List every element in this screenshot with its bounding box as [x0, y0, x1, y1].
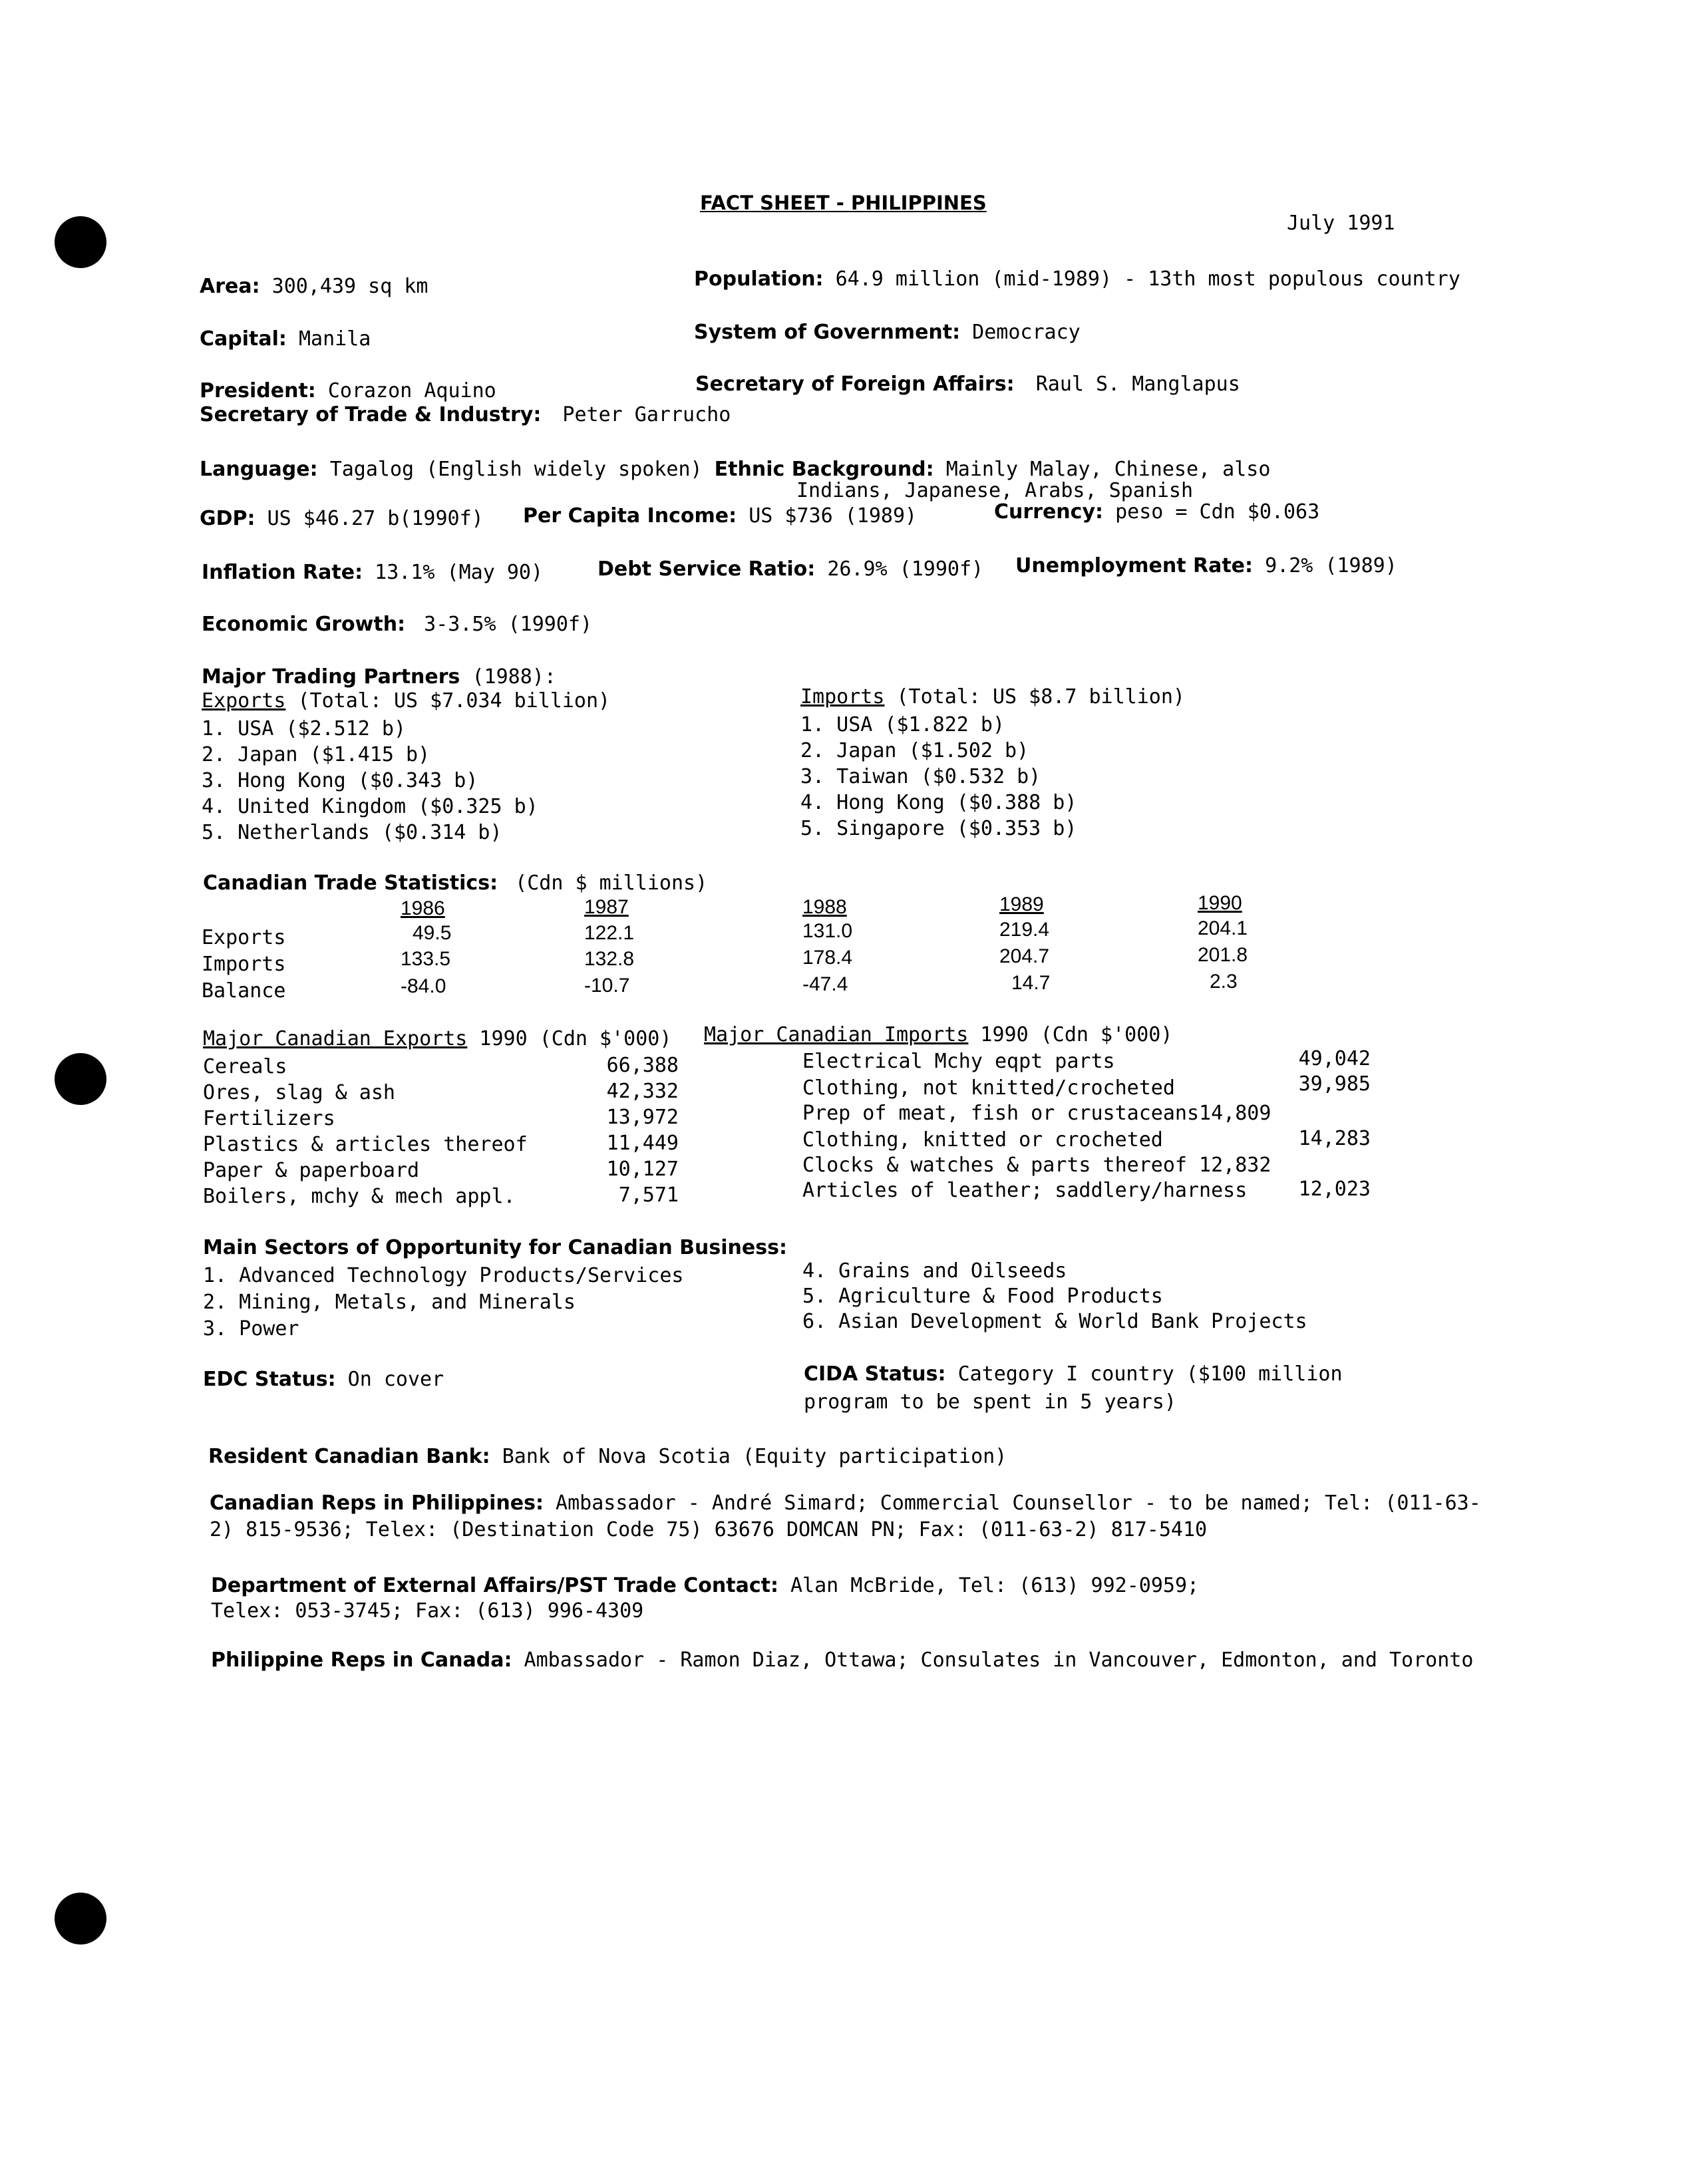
punch-hole-middle [55, 1053, 106, 1105]
edc-status-value: On cover [347, 1368, 444, 1391]
export-item-value: 11,449 [606, 1132, 679, 1155]
government-value: Democracy [972, 321, 1081, 344]
partners-heading-year: (1988): [472, 665, 556, 689]
sector-item: 2. Mining, Metals, and Minerals [203, 1291, 576, 1314]
import-partner: 1. USA ($1.822 b) [800, 713, 1005, 736]
major-imports-suffix: 1990 (Cdn $'000) [980, 1023, 1173, 1046]
unemployment-label: Unemployment Rate: [1015, 554, 1254, 577]
major-exports-title: Major Canadian Exports [203, 1027, 468, 1050]
unemployment-value: 9.2% (1989) [1265, 554, 1397, 577]
table-cell: 219.4 [999, 919, 1050, 941]
import-item-value: 14,283 [1298, 1127, 1371, 1150]
president-label: President: [200, 379, 316, 402]
exports-total: (Total: US $7.034 billion) [297, 689, 611, 712]
export-partner: 2. Japan ($1.415 b) [202, 743, 430, 766]
export-item-value: 13,972 [606, 1106, 679, 1129]
gdp-line [200, 507, 484, 531]
dea-contact-value-1: Alan McBride, Tel: (613) 992-0959; [790, 1574, 1200, 1597]
currency-value: peso = Cdn $0.063 [1115, 500, 1320, 524]
cida-status-label: CIDA Status: [804, 1362, 946, 1386]
government-line [694, 321, 1081, 345]
table-cell: 122.1 [584, 922, 635, 944]
export-item-name: Cereals [203, 1055, 287, 1078]
export-item-value: 10,127 [606, 1158, 679, 1181]
export-partner: 5. Netherlands ($0.314 b) [202, 821, 502, 844]
export-partner: 1. USA ($2.512 b) [202, 717, 407, 740]
export-item-value: 66,388 [606, 1054, 679, 1077]
growth-line [202, 613, 592, 637]
trade-stats-heading [203, 871, 707, 895]
export-partner: 4. United Kingdom ($0.325 b) [202, 795, 538, 818]
president-line [200, 379, 496, 403]
philippine-reps-line [211, 1648, 1473, 1672]
resident-bank-line [208, 1445, 1007, 1469]
debt-service-value: 26.9% (1990f) [827, 557, 984, 581]
punch-hole-bottom [55, 1893, 106, 1945]
table-cell: 131.0 [802, 920, 853, 942]
import-item-value: 14,809 [1199, 1102, 1271, 1125]
sector-item: 1. Advanced Technology Products/Services [203, 1264, 684, 1287]
import-item-name: Electrical Mchy eqpt parts [802, 1050, 1115, 1073]
cida-status-value-2: program to be spent in 5 years) [804, 1390, 1176, 1414]
import-partner: 5. Singapore ($0.353 b) [800, 817, 1077, 840]
capital-label: Capital: [200, 327, 287, 351]
sectors-heading: Main Sectors of Opportunity for Canadian Business: [203, 1236, 787, 1259]
table-cell: 178.4 [802, 947, 853, 969]
export-item-name: Plastics & articles thereof [203, 1133, 528, 1156]
import-item-value: 12,832 [1199, 1154, 1271, 1177]
area-label: Area: [200, 275, 260, 298]
ethnic-value-1: Mainly Malay, Chinese, also [945, 458, 1271, 481]
import-item-label: Clocks & watches & parts thereof [802, 1154, 1187, 1177]
exports-list [202, 716, 538, 846]
area-line [200, 275, 428, 299]
import-partner: 4. Hong Kong ($0.388 b) [800, 791, 1077, 814]
table-cell: 132.8 [584, 948, 635, 970]
import-item-label: Prep of meat, fish or crustaceans [802, 1102, 1200, 1125]
canadian-reps-line-1 [210, 1491, 1481, 1515]
gdp-value: US $46.27 b(1990f) [267, 507, 484, 530]
year-1988: 1988 [802, 896, 847, 918]
major-imports-heading [704, 1023, 1172, 1047]
export-item-name: Paper & paperboard [203, 1159, 420, 1182]
population-value: 64.9 million (mid-1989) - 13th most populous country [835, 267, 1460, 291]
table-cell: 133.5 [401, 948, 451, 970]
canadian-reps-line-2: 2) 815-9536; Telex: (Destination Code 75) 63676 DOMCAN PN; Fax: (011-63-2) 817-5410 [210, 1518, 1208, 1541]
debt-service-label: Debt Service Ratio: [597, 557, 816, 581]
inflation-label: Inflation Rate: [202, 561, 363, 584]
edc-status-line [203, 1368, 444, 1392]
export-item-name: Ores, slag & ash [203, 1081, 395, 1104]
per-capita-label: Per Capita Income: [523, 504, 737, 528]
imports-total: (Total: US $8.7 billion) [896, 685, 1185, 708]
major-exports-heading [203, 1027, 671, 1051]
gdp-label: GDP: [200, 507, 255, 530]
government-label: System of Government: [694, 321, 961, 344]
dea-contact-line-2: Telex: 053-3745; Fax: (613) 996-4309 [211, 1599, 644, 1623]
growth-value: 3-3.5% (1990f) [424, 613, 593, 636]
page-title: FACT SHEET - PHILIPPINES [700, 192, 987, 214]
president-value: Corazon Aquino [327, 379, 496, 402]
exports-title: Exports [202, 689, 286, 712]
import-item-value: 12,023 [1298, 1177, 1371, 1201]
row-label: Exports [202, 926, 286, 949]
table-cell: 204.7 [999, 945, 1050, 967]
import-partner: 2. Japan ($1.502 b) [800, 739, 1029, 762]
sector-item: 5. Agriculture & Food Products [802, 1285, 1163, 1308]
sector-item: 4. Grains and Oilseeds [802, 1259, 1067, 1283]
year-1987: 1987 [584, 896, 629, 918]
growth-label: Economic Growth: [202, 613, 406, 636]
imports-title: Imports [800, 685, 885, 708]
table-cell: 2.3 [1210, 971, 1238, 993]
export-item-name: Fertilizers [203, 1107, 335, 1130]
sector-item: 6. Asian Development & World Bank Projects [802, 1310, 1307, 1333]
cida-status-line [804, 1362, 1343, 1386]
import-partner: 3. Taiwan ($0.532 b) [800, 765, 1041, 788]
sectors-list-right [802, 1259, 1307, 1334]
canadian-reps-label: Canadian Reps in Philippines: [210, 1491, 544, 1515]
per-capita-value: US $736 (1989) [749, 504, 918, 528]
population-label: Population: [694, 267, 824, 291]
import-item-name [802, 1102, 1271, 1126]
population-line [694, 267, 1460, 291]
currency-line [994, 500, 1319, 524]
debt-service-line [597, 557, 983, 581]
import-item-name: Clothing, knitted or crocheted [802, 1128, 1163, 1152]
inflation-line [202, 561, 543, 585]
sectors-list-left [203, 1263, 683, 1342]
table-cell: -84.0 [401, 975, 446, 997]
sector-item: 3. Power [203, 1317, 299, 1340]
table-cell: 49.5 [413, 922, 452, 944]
table-cell: 201.8 [1198, 944, 1248, 966]
year-1990: 1990 [1198, 892, 1242, 914]
dea-contact-label: Department of External Affairs/PST Trade Contact: [211, 1574, 778, 1597]
foreign-affairs-label: Secretary of Foreign Affairs: [695, 373, 1015, 396]
imports-heading [800, 685, 1185, 709]
export-partner: 3. Hong Kong ($0.343 b) [202, 769, 478, 792]
ethnic-value-2: Indians, Japanese, Arabs, Spanish [796, 479, 1194, 502]
dea-contact-line-1 [211, 1574, 1199, 1598]
import-item-name [802, 1154, 1271, 1177]
philippine-reps-label: Philippine Reps in Canada: [211, 1648, 512, 1672]
document-date: July 1991 [1287, 212, 1395, 235]
trade-secretary-value: Peter Garrucho [562, 403, 731, 426]
punch-hole-top [55, 216, 106, 268]
resident-bank-value: Bank of Nova Scotia (Equity participation) [502, 1445, 1007, 1468]
capital-line [200, 327, 371, 351]
ethnic-label: Ethnic Background: [714, 458, 934, 481]
language-label: Language: [200, 458, 318, 481]
table-cell: -10.7 [584, 975, 630, 997]
export-item-value: 7,571 [618, 1183, 679, 1207]
inflation-value: 13.1% (May 90) [375, 561, 544, 584]
table-cell: -47.4 [802, 973, 848, 995]
trade-secretary-line [200, 403, 731, 427]
import-item-value: 49,042 [1298, 1047, 1371, 1070]
per-capita-line [523, 504, 917, 528]
foreign-affairs-line [695, 373, 1240, 396]
table-cell: 204.1 [1198, 917, 1248, 939]
row-label: Balance [202, 979, 286, 1003]
language-line [200, 458, 1270, 482]
partners-heading-label: Major Trading Partners [202, 665, 460, 689]
trade-secretary-label: Secretary of Trade & Industry: [200, 403, 542, 426]
import-item-value: 39,985 [1298, 1072, 1371, 1096]
resident-bank-label: Resident Canadian Bank: [208, 1445, 490, 1468]
table-cell: 14.7 [1011, 972, 1051, 994]
import-item-name: Articles of leather; saddlery/harness [802, 1179, 1248, 1202]
imports-list [800, 712, 1077, 842]
foreign-affairs-value: Raul S. Manglapus [1035, 373, 1240, 396]
trade-stats-label: Canadian Trade Statistics: [203, 871, 498, 895]
capital-value: Manila [298, 327, 371, 351]
unemployment-line [1015, 554, 1397, 578]
export-item-name: Boilers, mchy & mech appl. [203, 1185, 516, 1208]
year-1986: 1986 [401, 897, 445, 919]
year-1989: 1989 [999, 893, 1044, 915]
exports-heading [202, 689, 610, 713]
major-exports-suffix: 1990 (Cdn $'000) [479, 1027, 672, 1050]
row-label: Imports [202, 953, 286, 976]
edc-status-label: EDC Status: [203, 1368, 336, 1391]
philippine-reps-value: Ambassador - Ramon Diaz, Ottawa; Consulates in Vancouver, Edmonton, and Toronto [524, 1648, 1474, 1672]
area-value: 300,439 sq km [271, 275, 428, 298]
partners-heading [202, 665, 556, 689]
language-value: Tagalog (English widely spoken) [329, 458, 703, 481]
export-item-value: 42,332 [606, 1080, 679, 1103]
currency-label: Currency: [994, 500, 1104, 524]
canadian-reps-value-1: Ambassador - André Simard; Commercial Counsellor - to be named; Tel: (011-63- [556, 1491, 1481, 1515]
cida-status-value-1: Category I country ($100 million [957, 1362, 1343, 1386]
trade-stats-units: (Cdn $ millions) [515, 871, 708, 895]
import-item-name: Clothing, not knitted/crocheted [802, 1076, 1175, 1100]
major-imports-title: Major Canadian Imports [704, 1023, 969, 1046]
